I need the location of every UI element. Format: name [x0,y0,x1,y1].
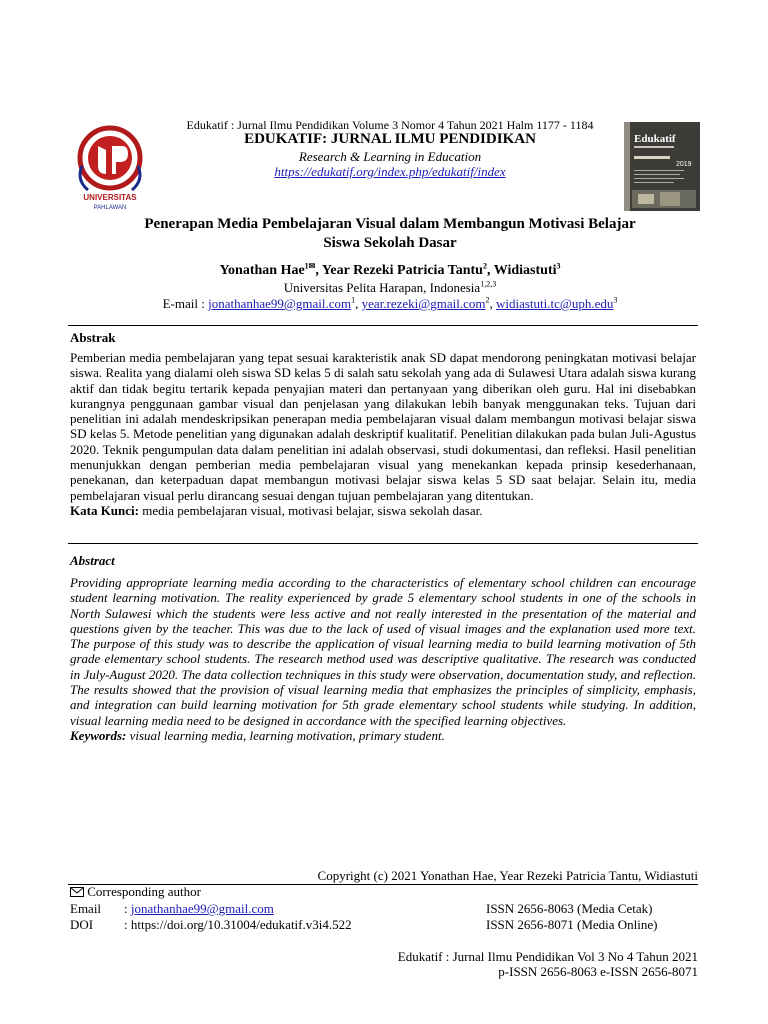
corresponding-email-link[interactable]: jonathanhae99@gmail.com [130,901,274,916]
university-logo [68,120,152,214]
abstrak-keywords: Kata Kunci: media pembelajaran visual, motivasi belajar, siswa sekolah dasar. [70,502,483,518]
journal-cover-image [624,122,700,211]
author-emails: E-mail : jonathanhae99@gmail.com$^1$, year.rezeki@gmail.com$^2$, widiastuti.tc@uph.edu$^3$ [162,295,618,311]
article-title: Penerapan Media Pembelajaran Visual dalam Membangun Motivasi Belajar Siswa Sekolah Dasar [144,216,636,251]
email-link-3[interactable]: widiastuti.tc@uph.edu [495,296,614,311]
abstract-keywords: Keywords: visual learning media, learning motivation, primary student. [70,727,445,743]
svg-text:UNIVERSITAS: UNIVERSITAS [83,193,137,202]
email-link-2[interactable]: year.rezeki@gmail.com [361,296,486,311]
email-link-1[interactable]: jonathanhae99@gmail.com [208,296,352,311]
divider [68,325,698,326]
author-list: Yonathan Hae$^{1✉}$, Year Rezeki Patricia Tantu$^2$, Widiastuti$^3$ [219,261,561,278]
footer-journal-info: Edukatif : Jurnal Ilmu Pendidikan Vol 3 No 4 Tahun 2021 [397,949,698,964]
abstrak-text: Pemberian media pembelajaran yang tepat sesuai karakteristik anak SD dapat mendorong peningkatan motivasi belajar siswa. Realita yang dialami oleh siswa SD kelas 5 di salah satu sekolah yang ada di Sulawesi Utara adalah siswa kurang aktif dan tidak begitu tertarik kepada penyajian materi dan pertanyaan yang diberikan oleh guru. Hal ini disebabkan kurangnya penggunaan gambar visual dan penjelasan yang dilakukan lebih banyak menggunakan teks. Tujuan dari penelitian ini adalah mendeskripsikan penerapan media pembelajaran visual dalam membangun motivasi belajar siswa SD kelas 5. Metode penelitian yang digunakan adalah deskriptif kualitatif. Penelitian dilakukan pada bulan Juli-Agustus 2020. Teknik pengumpulan data dalam penelitian ini adalah observasi, studi dokumentasi, dan refleksi. Hasil penelitian menunjukkan dengan pemberian media pembelajaran visual yang menekankan kepada prinsip kesederhanaan, penekanan, dan keterpaduan dapat membangun motivasi belajar siswa kelas 5 SD saat belajar. Selain itu, media pembelajaran visual perlu dirancang sesuai dengan tujuan pembelajaran yang ditentukan. [70,350,696,503]
issn-online: ISSN 2656-8071 (Media Online) [486,917,658,932]
footer-issn: p-ISSN 2656-8063 e-ISSN 2656-8071 [498,964,698,979]
svg-text:Edukatif: Edukatif [634,133,676,145]
envelope-icon [70,884,87,899]
divider [68,543,698,544]
svg-text:PAHLAWAN: PAHLAWAN [93,205,127,211]
abstrak-heading: Abstrak [70,330,116,345]
abstrak-section [70,350,696,518]
issn-print: ISSN 2656-8063 (Media Cetak) [486,901,653,916]
abstract-text: Providing appropriate learning media according to the characteristics of elementary school children can encourage student learning motivation. The reality experienced by grade 5 elementary school students in one of the schools in North Sulawesi which the students were less active and not really interested in the presentation of the material and questions given by the teacher. This was due to the lack of used of visual images and the explanation used more text. The purpose of this study was to describe the application of visual learning media to build learning motivation of 5th grade elementary school students. The research method used was descriptive qualitative. The research was conducted in July-August 2020. The data collection techniques in this study were observation, documentation study, and reflection. The results showed that the provision of visual learning media that emphasizes the principles of simplicity, emphasis, and integration can build learning motivation for 5th grade elementary school students while studying. In addition, visual learning media need to be designed in accordance with the specified learning objectives. [70,575,696,728]
journal-name: EDUKATIF: JURNAL ILMU PENDIDIKAN [244,131,536,147]
copyright-notice: Copyright (c) 2021 Yonathan Hae, Year Rezeki Patricia Tantu, Widiastuti [317,868,698,883]
abstract-section [70,575,696,743]
journal-subtitle: Research & Learning in Education [298,149,482,164]
svg-text:2019: 2019 [676,161,692,168]
header-citation: Edukatif : Jurnal Ilmu Pendidikan Volume 3 Nomor 4 Tahun 2021 Halm 1177 - 1184 [186,118,594,132]
abstract-heading: Abstract [70,553,115,568]
journal-url-link[interactable]: https://edukatif.org/index.php/edukatif/index [274,164,506,179]
affiliation: Universitas Pelita Harapan, Indonesia$^{1,2,3}$ [283,279,497,295]
corresponding-author: Corresponding author [70,884,201,900]
doi-link[interactable]: : https://doi.org/10.31004/edukatif.v3i4.522 [124,917,352,932]
